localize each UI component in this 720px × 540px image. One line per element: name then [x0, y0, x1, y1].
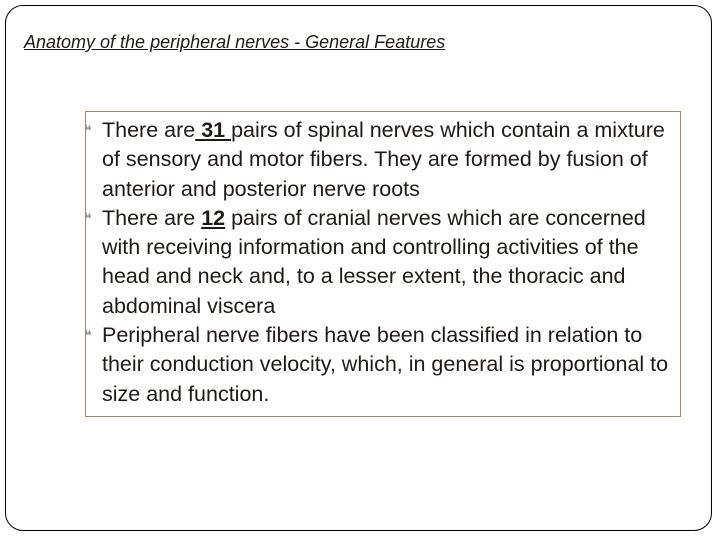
cranial-nerve-count: 12: [201, 205, 226, 230]
bullet-text: Peripheral nerve fibers have been classified in relation to their conduction velocity, which, in general is proportional to size and function.: [102, 323, 669, 406]
bullet-text-before: There are: [102, 205, 202, 230]
slide-title: Anatomy of the peripheral nerves - General Features: [24, 32, 446, 52]
feather-bullet-icon: ❝: [84, 122, 92, 138]
bullet-nerve-fibers: [84, 321, 684, 409]
spinal-nerve-count: 31: [195, 118, 232, 142]
bullet-text-after: pairs of spinal nerves which contain a mixture of sensory and motor fibers. They are formed by fusion of anterior and posterior nerve roots: [102, 118, 665, 201]
bullet-cranial-nerves: [84, 204, 684, 321]
bullet-list: [84, 116, 684, 409]
feather-bullet-icon: ❝: [84, 209, 92, 226]
bullet-spinal-nerves: [84, 116, 684, 204]
feather-bullet-icon: ❝: [84, 327, 92, 344]
bullet-text-after: pairs of cranial nerves which are concerned with receiving information and controlling activities of the head and neck and, to a lesser extent, the thoracic and abdominal viscera: [102, 205, 646, 318]
bullet-text-before: There are: [102, 118, 196, 142]
